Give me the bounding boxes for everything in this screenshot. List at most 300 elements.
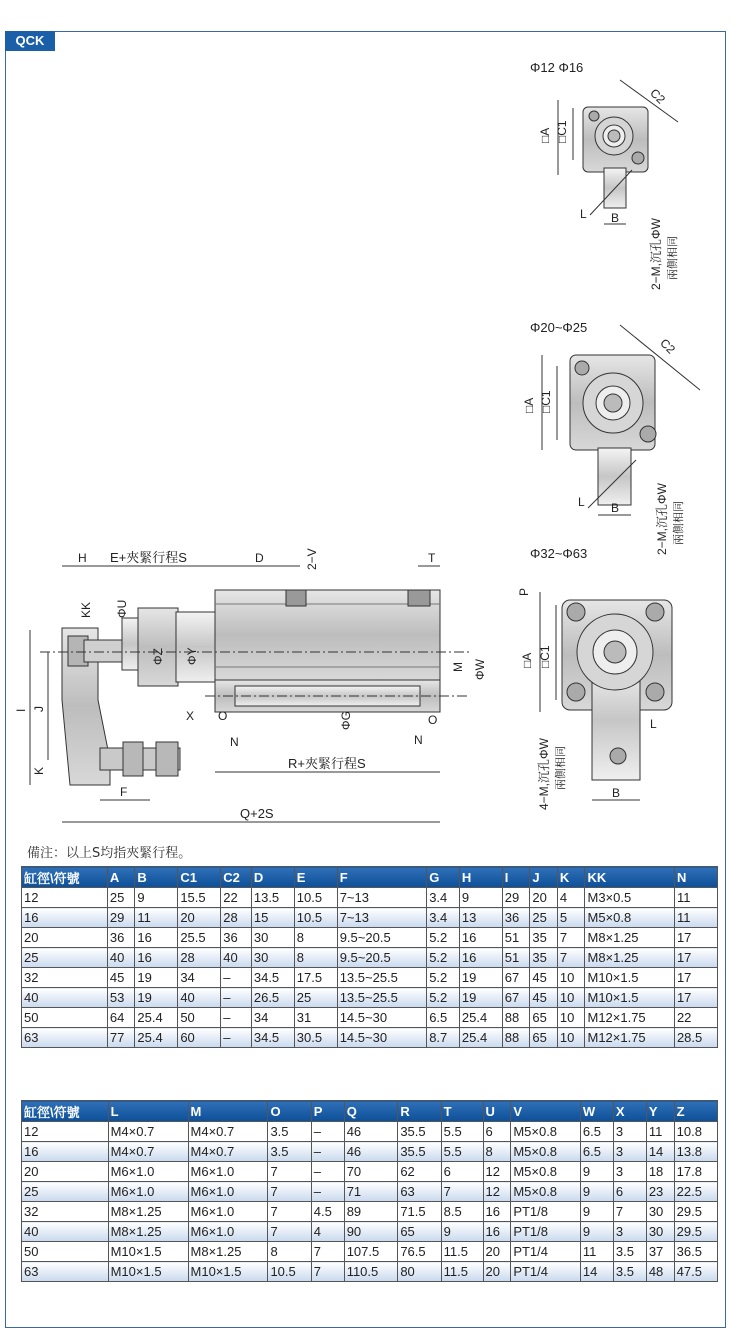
table-cell: 19: [459, 988, 502, 1008]
svg-text:B: B: [612, 786, 621, 800]
table-cell: 9: [459, 888, 502, 908]
table-header-cell: T: [441, 1101, 483, 1122]
table-cell: 63: [22, 1028, 108, 1048]
table-cell: 12: [483, 1182, 511, 1202]
table-cell: –: [311, 1162, 344, 1182]
table-cell: 6: [483, 1122, 511, 1142]
table-cell: 11.5: [441, 1262, 483, 1282]
svg-text:□C1: □C1: [539, 390, 553, 413]
svg-text:ΦU: ΦU: [115, 599, 129, 618]
table-cell: 25: [22, 1182, 109, 1202]
svg-text:ΦW: ΦW: [473, 659, 487, 680]
svg-text:ΦY: ΦY: [185, 647, 199, 665]
table-cell: 16: [459, 948, 502, 968]
table-cell: 53: [107, 988, 135, 1008]
table-cell: –: [221, 1008, 252, 1028]
table-cell: 63: [22, 1262, 109, 1282]
table-cell: M6×1.0: [108, 1162, 188, 1182]
table-cell: M8×1.25: [108, 1222, 188, 1242]
table-row: [22, 1028, 718, 1048]
table-cell: 7: [268, 1222, 311, 1242]
table-cell: 36.5: [674, 1242, 717, 1262]
table-cell: M5×0.8: [511, 1142, 581, 1162]
table-cell: 7: [311, 1262, 344, 1282]
table-cell: 7: [268, 1202, 311, 1222]
table-cell: 45: [530, 988, 558, 1008]
table-cell: M5×0.8: [585, 908, 674, 928]
table-cell: 36: [221, 928, 252, 948]
svg-text:□C1: □C1: [538, 645, 552, 668]
table-header-cell: I: [502, 867, 530, 888]
table-cell: 50: [22, 1242, 109, 1262]
svg-text:兩側相同: 兩側相同: [667, 236, 679, 280]
table-cell: 45: [107, 968, 135, 988]
table-cell: 4: [557, 888, 585, 908]
table-cell: 13.5~25.5: [337, 988, 427, 1008]
table-cell: 6.5: [427, 1008, 460, 1028]
table-cell: 6: [441, 1162, 483, 1182]
table-cell: 90: [344, 1222, 398, 1242]
table-cell: 6: [613, 1182, 646, 1202]
svg-text:H: H: [78, 551, 87, 565]
svg-text:L: L: [580, 207, 587, 221]
size-label-32-63: Φ32~Φ63: [530, 546, 588, 561]
remark-note: 備注：以上S均指夾緊行程。: [27, 846, 192, 861]
table-cell: 8: [294, 928, 337, 948]
table-cell: 34.5: [251, 968, 294, 988]
table-cell: 9.5~20.5: [337, 948, 427, 968]
table-cell: 7: [268, 1162, 311, 1182]
table-cell: 19: [135, 968, 178, 988]
table-cell: 62: [398, 1162, 441, 1182]
table-cell: 7~13: [337, 908, 427, 928]
table-cell: 30: [251, 928, 294, 948]
table-cell: 10.5: [294, 888, 337, 908]
table-cell: M10×1.5: [188, 1262, 268, 1282]
svg-text:2−V: 2−V: [305, 548, 319, 570]
table-row: [22, 1262, 718, 1282]
table-row: [22, 1222, 718, 1242]
table-cell: 3: [613, 1122, 646, 1142]
table-header-cell: H: [459, 867, 502, 888]
table-cell: M8×1.25: [188, 1242, 268, 1262]
table-cell: 31: [294, 1008, 337, 1028]
table-cell: 65: [398, 1222, 441, 1242]
table-header-cell: B: [135, 867, 178, 888]
table-cell: 25.4: [459, 1028, 502, 1048]
table-row: [22, 1242, 718, 1262]
table-cell: 32: [22, 1202, 109, 1222]
table-cell: PT1/8: [511, 1202, 581, 1222]
table-cell: 10: [557, 968, 585, 988]
spec-table-2: [21, 1100, 718, 1282]
table-cell: 3: [613, 1222, 646, 1242]
table-cell: 30.5: [294, 1028, 337, 1048]
table-cell: 51: [502, 948, 530, 968]
table-cell: 17: [674, 968, 717, 988]
table-cell: 10: [557, 988, 585, 1008]
table-row: [22, 1008, 718, 1028]
table-cell: 28: [221, 908, 252, 928]
table-cell: 25.4: [135, 1028, 178, 1048]
table-cell: 5.2: [427, 988, 460, 1008]
table-cell: 25: [294, 988, 337, 1008]
svg-text:E+夾緊行程S: E+夾緊行程S: [110, 550, 187, 565]
svg-text:L: L: [578, 495, 585, 509]
table-cell: 14: [580, 1262, 613, 1282]
table-cell: 3: [613, 1142, 646, 1162]
table-cell: 35.5: [398, 1122, 441, 1142]
table-cell: M8×1.25: [585, 948, 674, 968]
table-cell: 26.5: [251, 988, 294, 1008]
table-cell: PT1/4: [511, 1262, 581, 1282]
side-view: [14, 548, 487, 822]
table-cell: 13.8: [674, 1142, 717, 1162]
table-cell: 8.7: [427, 1028, 460, 1048]
table-cell: 11.5: [441, 1242, 483, 1262]
table-header-cell: F: [337, 867, 427, 888]
table-header-cell: K: [557, 867, 585, 888]
table-cell: 65: [530, 1028, 558, 1048]
table-cell: 28: [178, 948, 221, 968]
table-cell: 34: [178, 968, 221, 988]
table-cell: 9: [135, 888, 178, 908]
table-header-cell: O: [268, 1101, 311, 1122]
table-cell: M12×1.75: [585, 1028, 674, 1048]
table-cell: 40: [178, 988, 221, 1008]
table-cell: 10: [557, 1028, 585, 1048]
table-cell: 32: [22, 968, 108, 988]
svg-text:L: L: [650, 717, 657, 731]
svg-text:2−M,沉孔ΦW: 2−M,沉孔ΦW: [655, 483, 669, 555]
table-cell: 8.5: [441, 1202, 483, 1222]
svg-text:ΦG: ΦG: [339, 711, 353, 730]
table-header-cell: R: [398, 1101, 441, 1122]
table-cell: 3: [613, 1162, 646, 1182]
svg-text:ΦZ: ΦZ: [151, 648, 165, 665]
table-cell: 4.5: [311, 1202, 344, 1222]
svg-text:K: K: [32, 766, 46, 775]
table-cell: 16: [483, 1222, 511, 1242]
table-cell: 12: [22, 888, 108, 908]
table-cell: M6×1.0: [188, 1162, 268, 1182]
table-cell: 17: [674, 988, 717, 1008]
table-cell: 80: [398, 1262, 441, 1282]
svg-text:J: J: [32, 706, 46, 712]
svg-text:D: D: [255, 551, 264, 565]
table-header-cell: W: [580, 1101, 613, 1122]
table-cell: M4×0.7: [188, 1142, 268, 1162]
table-cell: 17: [674, 948, 717, 968]
table-header-cell: C2: [221, 867, 252, 888]
table-cell: 48: [646, 1262, 674, 1282]
svg-text:Q+2S: Q+2S: [240, 806, 274, 821]
table-header-cell: V: [511, 1101, 581, 1122]
table-cell: M4×0.7: [108, 1122, 188, 1142]
table-cell: 7: [557, 948, 585, 968]
table-cell: 65: [530, 1008, 558, 1028]
table-header-cell: D: [251, 867, 294, 888]
table-row: [22, 1162, 718, 1182]
table-header-cell: U: [483, 1101, 511, 1122]
table-cell: 5.5: [441, 1142, 483, 1162]
table-cell: 15: [251, 908, 294, 928]
table-header-row: [22, 1101, 718, 1122]
svg-text:□C1: □C1: [555, 120, 569, 143]
svg-text:□A: □A: [538, 127, 552, 143]
table-cell: 14: [646, 1142, 674, 1162]
table-row: [22, 948, 718, 968]
end-view-20-25: [522, 320, 700, 555]
table-cell: 7: [441, 1182, 483, 1202]
table-cell: M4×0.7: [188, 1122, 268, 1142]
table-cell: M6×1.0: [188, 1202, 268, 1222]
table-cell: 9: [580, 1222, 613, 1242]
table-cell: 13.5: [251, 888, 294, 908]
table-cell: PT1/8: [511, 1222, 581, 1242]
table-cell: 70: [344, 1162, 398, 1182]
table-cell: 10.8: [674, 1122, 717, 1142]
table-header-cell: 缸徑\符號: [22, 1101, 109, 1122]
table-cell: 60: [178, 1028, 221, 1048]
table-row: [22, 1202, 718, 1222]
table-cell: M5×0.8: [511, 1162, 581, 1182]
spec-table-1: [21, 866, 718, 1048]
table-cell: 8: [268, 1242, 311, 1262]
table-cell: M5×0.8: [511, 1182, 581, 1202]
table-cell: –: [311, 1142, 344, 1162]
end-view-32-63: [517, 546, 672, 810]
svg-text:□A: □A: [520, 652, 534, 668]
svg-text:P: P: [517, 587, 531, 596]
table-cell: M10×1.5: [585, 968, 674, 988]
table-cell: 25.4: [459, 1008, 502, 1028]
table-cell: 22: [674, 1008, 717, 1028]
table-cell: 14.5~30: [337, 1028, 427, 1048]
table-header-cell: P: [311, 1101, 344, 1122]
table-cell: 7: [557, 928, 585, 948]
size-label-20-25: Φ20~Φ25: [530, 320, 588, 335]
table-cell: 13.5~25.5: [337, 968, 427, 988]
table-row: [22, 908, 718, 928]
table-cell: 77: [107, 1028, 135, 1048]
table-cell: 5.5: [441, 1122, 483, 1142]
table-cell: 12: [483, 1162, 511, 1182]
table-cell: 12: [22, 1122, 109, 1142]
table-cell: 11: [580, 1242, 613, 1262]
table-cell: 15.5: [178, 888, 221, 908]
table-cell: 36: [502, 908, 530, 928]
table-cell: 11: [674, 888, 717, 908]
size-label-12-16: Φ12 Φ16: [530, 60, 584, 75]
table-cell: M5×0.8: [511, 1122, 581, 1142]
table-cell: 8: [483, 1142, 511, 1162]
svg-text:B: B: [611, 211, 620, 225]
table-cell: 11: [646, 1122, 674, 1142]
table-cell: 89: [344, 1202, 398, 1222]
table-cell: 8: [294, 948, 337, 968]
table-cell: 9: [580, 1162, 613, 1182]
table-header-cell: A: [107, 867, 135, 888]
table-cell: 30: [646, 1202, 674, 1222]
end-view-12-16: [530, 60, 679, 290]
table-cell: 22: [221, 888, 252, 908]
table-cell: 3.4: [427, 908, 460, 928]
svg-text:4−M,沉孔ΦW: 4−M,沉孔ΦW: [537, 738, 551, 810]
table-cell: M10×1.5: [585, 988, 674, 1008]
table-cell: 50: [178, 1008, 221, 1028]
table-cell: 45: [530, 968, 558, 988]
table-cell: M10×1.5: [108, 1242, 188, 1262]
table-header-cell: M: [188, 1101, 268, 1122]
svg-text:O: O: [218, 709, 228, 723]
table-cell: 16: [459, 928, 502, 948]
table-cell: 16: [22, 1142, 109, 1162]
svg-text:N: N: [230, 735, 239, 749]
table-cell: 64: [107, 1008, 135, 1028]
table-cell: 17.8: [674, 1162, 717, 1182]
table-cell: 35.5: [398, 1142, 441, 1162]
svg-text:兩側相同: 兩側相同: [673, 501, 685, 545]
table-cell: 9: [580, 1182, 613, 1202]
table-cell: 14.5~30: [337, 1008, 427, 1028]
table-cell: 35: [530, 948, 558, 968]
table-cell: 34.5: [251, 1028, 294, 1048]
table-cell: 29: [107, 908, 135, 928]
table-row: [22, 1142, 718, 1162]
table-cell: –: [311, 1122, 344, 1142]
table-header-cell: N: [674, 867, 717, 888]
table-header-cell: G: [427, 867, 460, 888]
svg-text:T: T: [428, 551, 436, 565]
table-cell: 19: [135, 988, 178, 1008]
table-cell: 6.5: [580, 1122, 613, 1142]
table-cell: 76.5: [398, 1242, 441, 1262]
table-cell: 40: [22, 1222, 109, 1242]
table-cell: 110.5: [344, 1262, 398, 1282]
table-cell: 71: [344, 1182, 398, 1202]
table-cell: 16: [135, 928, 178, 948]
table-cell: 7: [311, 1242, 344, 1262]
table-cell: 67: [502, 988, 530, 1008]
table-cell: M3×0.5: [585, 888, 674, 908]
table-cell: 20: [483, 1242, 511, 1262]
table-cell: 20: [530, 888, 558, 908]
table-cell: M6×1.0: [108, 1182, 188, 1202]
table-cell: 25: [107, 888, 135, 908]
table-cell: 6.5: [580, 1142, 613, 1162]
table-cell: PT1/4: [511, 1242, 581, 1262]
table-cell: 50: [22, 1008, 108, 1028]
table-header-cell: Y: [646, 1101, 674, 1122]
table-cell: 23: [646, 1182, 674, 1202]
table-row: [22, 928, 718, 948]
table-cell: 47.5: [674, 1262, 717, 1282]
table-cell: 19: [459, 968, 502, 988]
table-cell: 25: [22, 948, 108, 968]
table-cell: 17: [674, 928, 717, 948]
table-cell: 51: [502, 928, 530, 948]
table-row: [22, 988, 718, 1008]
table-header-cell: J: [530, 867, 558, 888]
table-cell: 9: [441, 1222, 483, 1242]
table-cell: 40: [22, 988, 108, 1008]
svg-text:M: M: [451, 662, 465, 672]
table-cell: M8×1.25: [108, 1202, 188, 1222]
table-cell: M6×1.0: [188, 1182, 268, 1202]
svg-text:F: F: [120, 785, 128, 799]
table-header-cell: L: [108, 1101, 188, 1122]
table-cell: 5.2: [427, 928, 460, 948]
table-cell: 34: [251, 1008, 294, 1028]
table-cell: 17.5: [294, 968, 337, 988]
table-cell: 29.5: [674, 1222, 717, 1242]
table-cell: M12×1.75: [585, 1008, 674, 1028]
series-tag: QCK: [5, 31, 55, 51]
table-header-cell: C1: [178, 867, 221, 888]
table-cell: 25.5: [178, 928, 221, 948]
table-cell: 88: [502, 1028, 530, 1048]
table-cell: 3.4: [427, 888, 460, 908]
table-cell: 40: [107, 948, 135, 968]
table-cell: 25: [530, 908, 558, 928]
table-cell: 29: [502, 888, 530, 908]
table-cell: 3.5: [613, 1262, 646, 1282]
table-cell: 20: [178, 908, 221, 928]
table-cell: 9.5~20.5: [337, 928, 427, 948]
table-cell: –: [311, 1182, 344, 1202]
table-header-cell: X: [613, 1101, 646, 1122]
table-cell: 88: [502, 1008, 530, 1028]
table-header-cell: E: [294, 867, 337, 888]
table-header-cell: KK: [585, 867, 674, 888]
table-cell: 5: [557, 908, 585, 928]
table-row: [22, 1122, 718, 1142]
table-cell: 16: [135, 948, 178, 968]
svg-text:C2: C2: [657, 335, 678, 357]
table-cell: 71.5: [398, 1202, 441, 1222]
table-cell: –: [221, 968, 252, 988]
table-cell: 40: [221, 948, 252, 968]
table-cell: M8×1.25: [585, 928, 674, 948]
svg-text:兩側相同: 兩側相同: [555, 746, 567, 790]
svg-text:R+夾緊行程S: R+夾緊行程S: [288, 756, 366, 771]
table-cell: 107.5: [344, 1242, 398, 1262]
table-cell: 7: [613, 1202, 646, 1222]
table-cell: 4: [311, 1222, 344, 1242]
table-header-cell: 缸徑\符號: [22, 867, 108, 888]
table-cell: 5.2: [427, 968, 460, 988]
table-cell: M4×0.7: [108, 1142, 188, 1162]
table-cell: M10×1.5: [108, 1262, 188, 1282]
table-header-cell: Q: [344, 1101, 398, 1122]
table-cell: 11: [135, 908, 178, 928]
table-cell: 46: [344, 1142, 398, 1162]
table-cell: 3.5: [268, 1122, 311, 1142]
table-cell: 30: [646, 1222, 674, 1242]
svg-text:O: O: [428, 713, 438, 727]
table-cell: 20: [22, 928, 108, 948]
table-cell: 10.5: [294, 908, 337, 928]
table-cell: 9: [580, 1202, 613, 1222]
table-row: [22, 888, 718, 908]
svg-text:I: I: [14, 708, 28, 712]
table-cell: 36: [107, 928, 135, 948]
table-cell: 20: [483, 1262, 511, 1282]
table-cell: 7~13: [337, 888, 427, 908]
table-header-cell: Z: [674, 1101, 717, 1122]
svg-text:KK: KK: [79, 601, 93, 618]
